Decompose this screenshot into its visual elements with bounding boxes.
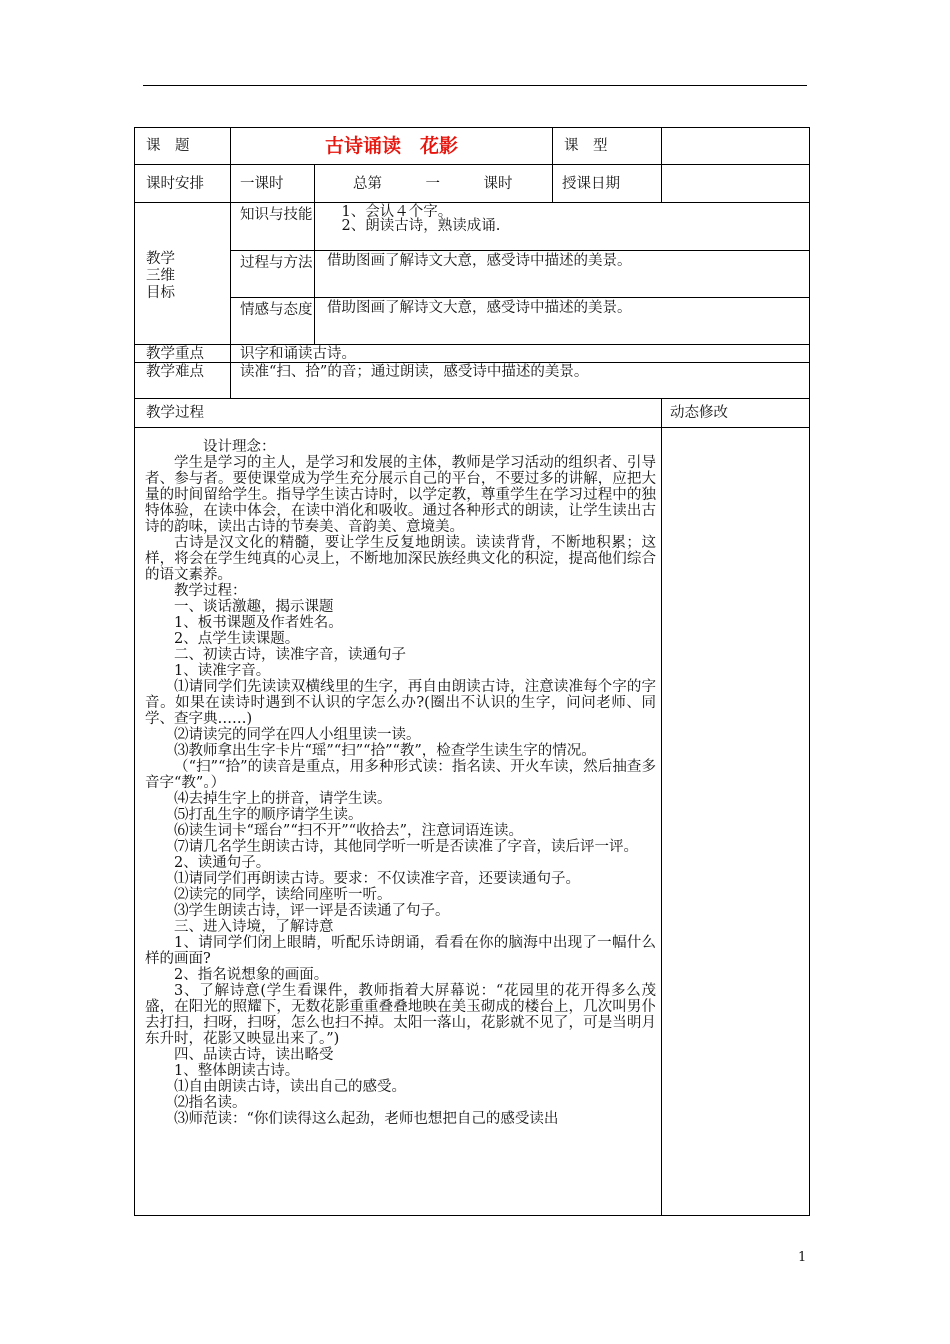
- date-value: [662, 165, 810, 203]
- objective-content: 1、会认４个字。 2、朗读古诗，熟读成诵.: [315, 203, 810, 251]
- process-paragraph: ⑵指名读。: [174, 1095, 247, 1111]
- focus-value: 识字和诵读古诗。: [231, 345, 810, 363]
- header-rule: [143, 85, 807, 86]
- process-paragraph: （“扫”“拾”的读音是重点，用多种形式读：指名读、开火车读，然后抽查多音字“教”。）: [145, 759, 657, 791]
- schedule-label: 课时安排: [135, 165, 231, 203]
- process-paragraph: 三、进入诗境，了解诗意: [174, 919, 334, 935]
- process-paragraph: 一、谈话激趣，揭示课题: [174, 599, 334, 615]
- process-paragraph: ⑶学生朗读古诗，评一评是否读通了句子。: [174, 903, 450, 919]
- date-label: 授课日期: [553, 165, 662, 203]
- process-paragraph: ⑵读完的同学，读给同座听一听。: [174, 887, 392, 903]
- topic-label: 课 题: [135, 128, 231, 165]
- type-value: [662, 128, 810, 165]
- objective-row-emotion: [135, 298, 810, 345]
- process-paragraph: ⑴自由朗读古诗，读出自己的感受。: [174, 1079, 406, 1095]
- objective-row-process: [135, 251, 810, 298]
- objective-dimension: 知识与技能: [231, 203, 315, 251]
- process-paragraph: ⑺请几名学生朗读古诗，其他同学听一听是否读准了字音，读后评一评。: [174, 839, 638, 855]
- objective-dimension: 情感与态度: [231, 298, 315, 345]
- difficulty-row: [135, 363, 810, 399]
- objective-content: 借助图画了解诗文大意，感受诗中描述的美景。: [315, 298, 810, 345]
- process-body-row: [135, 428, 810, 1216]
- process-paragraph: 二、初读古诗，读准字音，读通句子: [174, 647, 406, 663]
- process-paragraph: ⑵请读完的同学在四人小组里读一读。: [174, 727, 421, 743]
- process-paragraph: ⑶师范读：“你们读得这么起劲，老师也想把自己的感受读出: [174, 1111, 559, 1127]
- page-number: 1: [798, 1250, 807, 1265]
- process-paragraph: ⑶教师拿出生字卡片“瑶”“扫”“拾”“教”，检查学生读生字的情况。: [174, 743, 596, 759]
- objective-content: 借助图画了解诗文大意，感受诗中描述的美景。: [315, 251, 810, 298]
- lesson-title: 古诗诵读 花影: [231, 128, 553, 165]
- process-paragraph: 设计理念：: [174, 439, 276, 455]
- process-paragraph: 3、了解诗意(学生看课件，教师指着大屏幕说：“花园里的花开得多么茂盛，在阳光的照耀下，无数花影重重叠叠地映在美玉砌成的楼台上，几次叫男仆去打扫，扫呀，扫呀，怎么也扫不掉。太阳一落山，花影就不见了，可是当明月东升时，花影又映显出来了。”): [145, 983, 657, 1047]
- header-row: [135, 128, 810, 165]
- objectives-label: 教学 三维 目标: [135, 203, 231, 345]
- process-paragraph: ⑹读生词卡“瑶台”“扫不开”“收拾去”，注意词语连读。: [174, 823, 523, 839]
- process-paragraph-list: [145, 439, 656, 1127]
- type-label: 课 型: [553, 128, 662, 165]
- process-paragraph: 学生是学习的主人，是学习和发展的主体，教师是学习活动的组织者、引导者、参与者。要使课堂成为学生充分展示自己的平台，不要过多的讲解，应把大量的时间留给学生。指导学生读古诗时，以学定教，尊重学生在学习过程中的独特体验，在读中体会，在读中消化和吸收。通过各种形式的朗读，让学生读出古诗的韵味，读出古诗的节奏美、音韵美、意境美。: [145, 455, 657, 535]
- focus-label: 教学重点: [135, 345, 231, 363]
- revision-column: [662, 428, 810, 1216]
- process-paragraph: 古诗是汉文化的精髓，要让学生反复地朗读。读读背背，不断地积累；这样，将会在学生纯真的心灵上，不断地加深民族经典文化的积淀，提高他们综合的语文素养。: [145, 535, 657, 583]
- process-label: 教学过程: [135, 399, 662, 428]
- process-header-row: [135, 399, 810, 428]
- lesson-plan-table: [134, 127, 810, 1216]
- process-paragraph: 1、板书课题及作者姓名。: [174, 615, 343, 631]
- process-paragraph: 1、整体朗读古诗。: [174, 1063, 300, 1079]
- process-paragraph: 2、读通句子。: [174, 855, 271, 871]
- objective-row-knowledge: [135, 203, 810, 251]
- difficulty-label: 教学难点: [135, 363, 231, 399]
- process-paragraph: 2、点学生读课题。: [174, 631, 300, 647]
- process-paragraph: ⑸打乱生字的顺序请学生读。: [174, 807, 363, 823]
- schedule-row: [135, 165, 810, 203]
- revision-label: 动态修改: [662, 399, 810, 428]
- difficulty-value: 读准“扫、拾”的音；通过朗读，感受诗中描述的美景。: [231, 363, 810, 399]
- focus-row: [135, 345, 810, 363]
- objective-dimension: 过程与方法: [231, 251, 315, 298]
- process-paragraph: ⑴请同学们先读读双横线里的生字，再自由朗读古诗，注意读准每个字的字音。如果在读诗时遇到不认识的字怎么办?(圈出不认识的生字，问问老师、同学、查字典……): [145, 679, 657, 727]
- process-paragraph: ⑴请同学们再朗读古诗。要求：不仅读准字音，还要读通句子。: [174, 871, 580, 887]
- process-paragraph: 教学过程：: [174, 583, 247, 599]
- process-paragraph: 1、请同学们闭上眼睛，听配乐诗朗诵，看看在你的脑海中出现了一幅什么样的画面?: [145, 935, 657, 967]
- process-paragraph: 四、品读古诗，读出略受: [174, 1047, 334, 1063]
- total-periods: 总第 一 课时: [315, 165, 553, 203]
- process-content: [135, 428, 662, 1216]
- schedule-value: 一课时: [231, 165, 315, 203]
- process-paragraph: 1、读准字音。: [174, 663, 271, 679]
- process-paragraph: 2、指名说想象的画面。: [174, 967, 329, 983]
- process-paragraph: ⑷去掉生字上的拼音，请学生读。: [174, 791, 392, 807]
